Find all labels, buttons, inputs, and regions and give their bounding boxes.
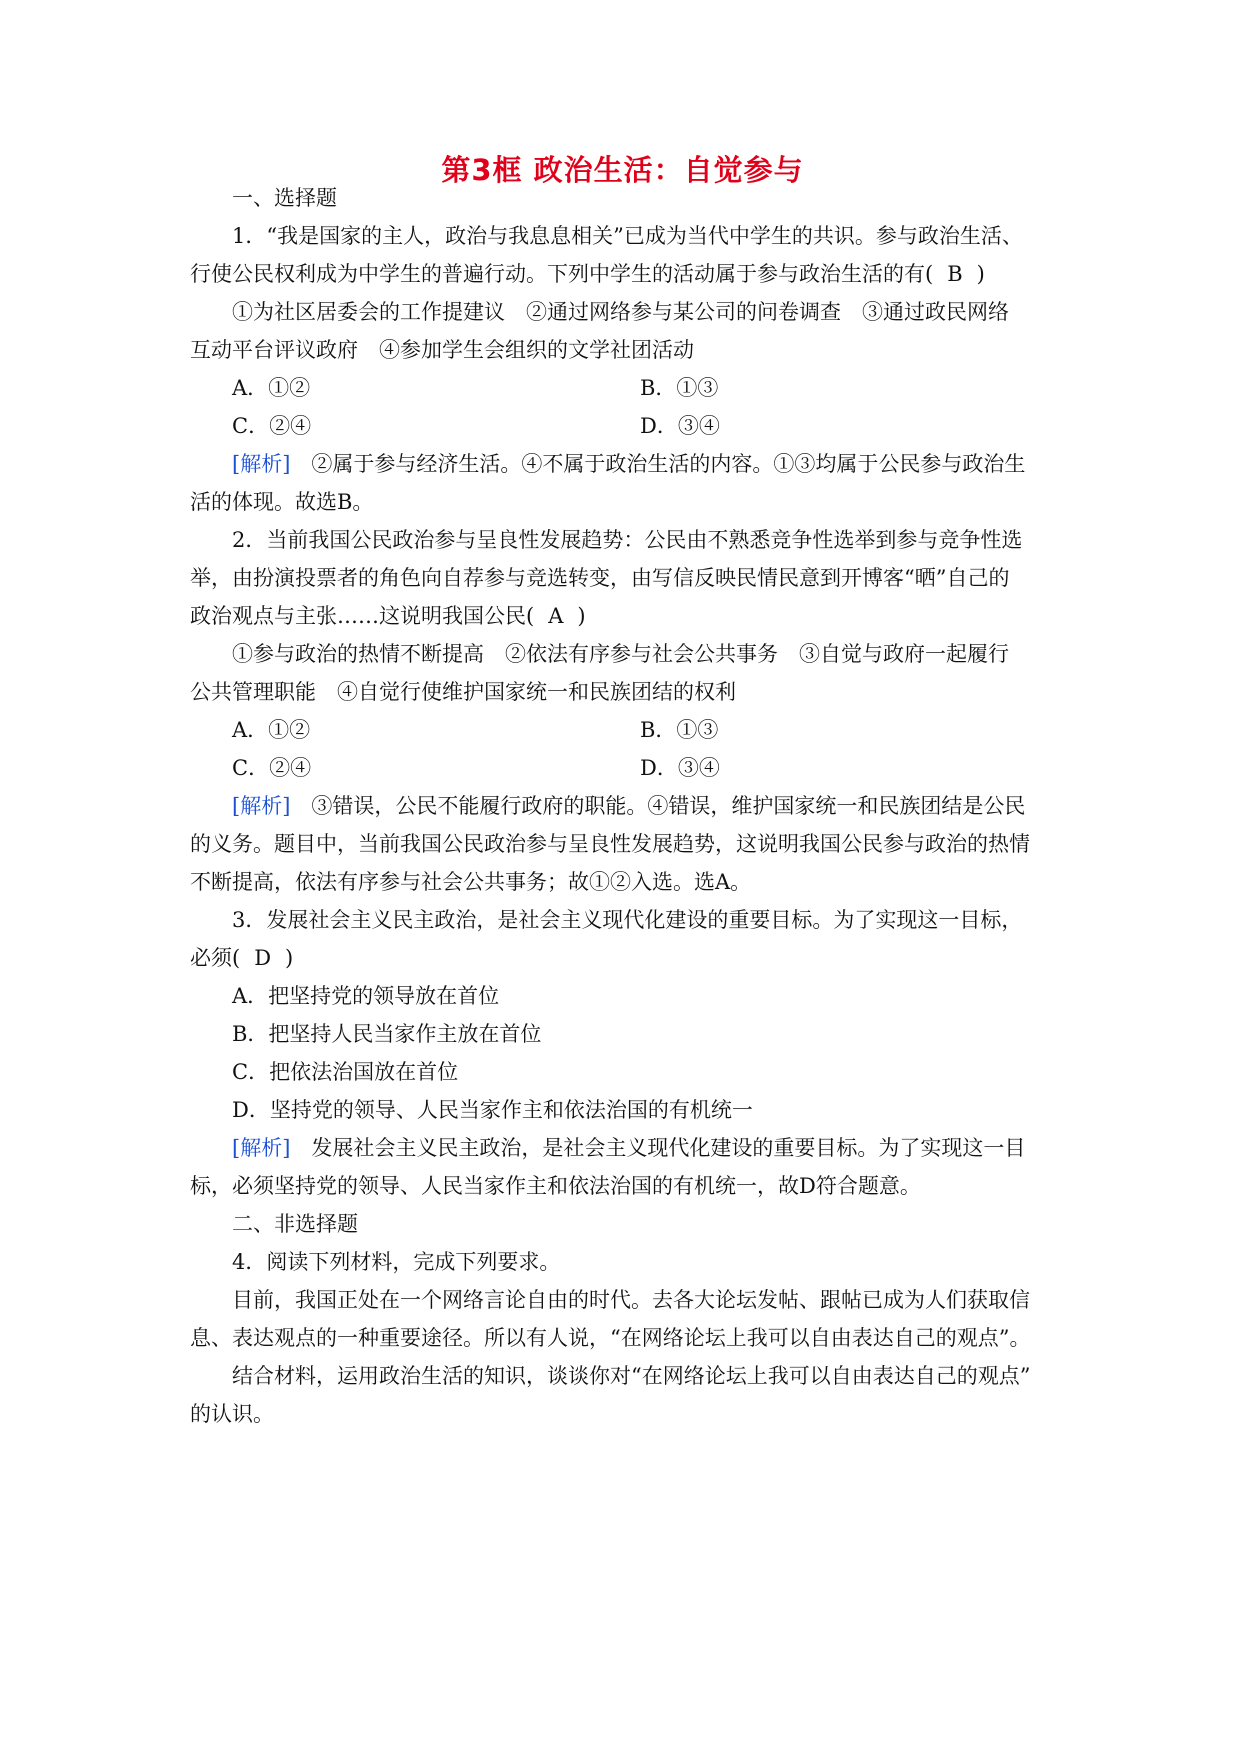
- q1-stem: 1．“我是国家的主人，政治与我息息相关”已成为当代中学生的共识。参与政治生活、: [232, 224, 1023, 248]
- q2-option-d: D．③④: [640, 756, 720, 780]
- analysis-tag: [解析]: [232, 452, 291, 476]
- q1-option-b: B．①③: [640, 376, 719, 400]
- q1-explanation-cont: 活的体现。故选B。: [190, 490, 374, 514]
- q4-material-cont: 息、表达观点的一种重要途径。所以有人说，“在网络论坛上我可以自由表达自己的观点”。: [190, 1326, 1031, 1350]
- q4-requirement-cont: 的认识。: [190, 1402, 274, 1426]
- analysis-tag: [解析]: [232, 1136, 291, 1160]
- q1-option-c: C．②④: [232, 414, 312, 438]
- q2-explanation: [解析] ③错误，公民不能履行政府的职能。④错误，维护国家统一和民族团结是公民: [232, 794, 1026, 818]
- q1-stem-cont: 行使公民权利成为中学生的普遍行动。下列中学生的活动属于参与政治生活的有( B ): [190, 259, 985, 289]
- q3-explanation-cont: 标，必须坚持党的领导、人民当家作主和依法治国的有机统一，故D符合题意。: [190, 1174, 921, 1198]
- page-title: 第3框 政治生活：自觉参与: [441, 153, 804, 187]
- section-heading: 二、非选择题: [232, 1212, 358, 1236]
- q2-option-b: B．①③: [640, 718, 719, 742]
- q1-answer: B: [947, 262, 963, 286]
- q1-items-cont: 互动平台评议政府 ④参加学生会组织的文学社团活动: [190, 338, 694, 362]
- q4-material: 目前，我国正处在一个网络言论自由的时代。去各大论坛发帖、跟帖已成为人们获取信: [232, 1288, 1030, 1312]
- q3-option-a: A．把坚持党的领导放在首位: [232, 984, 500, 1008]
- q2-explanation-cont: 的义务。题目中，当前我国公民政治参与呈良性发展趋势，这说明我国公民参与政治的热情: [190, 832, 1030, 856]
- q3-option-c: C．把依法治国放在首位: [232, 1060, 459, 1084]
- q2-option-c: C．②④: [232, 756, 312, 780]
- q4-stem: 4．阅读下列材料，完成下列要求。: [232, 1250, 561, 1274]
- q2-items: ①参与政治的热情不断提高 ②依法有序参与社会公共事务 ③自觉与政府一起履行: [232, 642, 1009, 666]
- q1-option-a: A．①②: [232, 376, 311, 400]
- analysis-tag: [解析]: [232, 794, 291, 818]
- q2-option-a: A．①②: [232, 718, 311, 742]
- q3-option-b: B．把坚持人民当家作主放在首位: [232, 1022, 542, 1046]
- q1-option-d: D．③④: [640, 414, 720, 438]
- q2-stem-cont2: 政治观点与主张……这说明我国公民( A ): [190, 601, 586, 631]
- q3-answer: D: [254, 946, 272, 970]
- q4-requirement: 结合材料，运用政治生活的知识，谈谈你对“在网络论坛上我可以自由表达自己的观点”: [232, 1364, 1031, 1388]
- q2-stem-cont: 举，由扮演投票者的角色向自荐参与竞选转变，由写信反映民情民意到开博客“晒”自己的: [190, 566, 1010, 590]
- q2-stem: 2．当前我国公民政治参与呈良性发展趋势：公民由不熟悉竞争性选举到参与竞争性选: [232, 528, 1023, 552]
- q3-option-d: D．坚持党的领导、人民当家作主和依法治国的有机统一: [232, 1098, 753, 1122]
- q1-items: ①为社区居委会的工作提建议 ②通过网络参与某公司的问卷调查 ③通过政民网络: [232, 300, 1009, 324]
- q3-stem-cont: 必须( D ): [190, 943, 293, 973]
- q2-answer: A: [548, 604, 564, 628]
- section-heading: 一、选择题: [232, 186, 337, 210]
- q3-stem: 3．发展社会主义民主政治，是社会主义现代化建设的重要目标。为了实现这一目标，: [232, 908, 1023, 932]
- q2-explanation-cont2: 不断提高，依法有序参与社会公共事务；故①②入选。选A。: [190, 870, 752, 894]
- q3-explanation: [解析] 发展社会主义民主政治，是社会主义现代化建设的重要目标。为了实现这一目: [232, 1136, 1026, 1160]
- q2-items-cont: 公共管理职能 ④自觉行使维护国家统一和民族团结的权利: [190, 680, 736, 704]
- q1-explanation: [解析] ②属于参与经济生活。④不属于政治生活的内容。①③均属于公民参与政治生: [232, 452, 1026, 476]
